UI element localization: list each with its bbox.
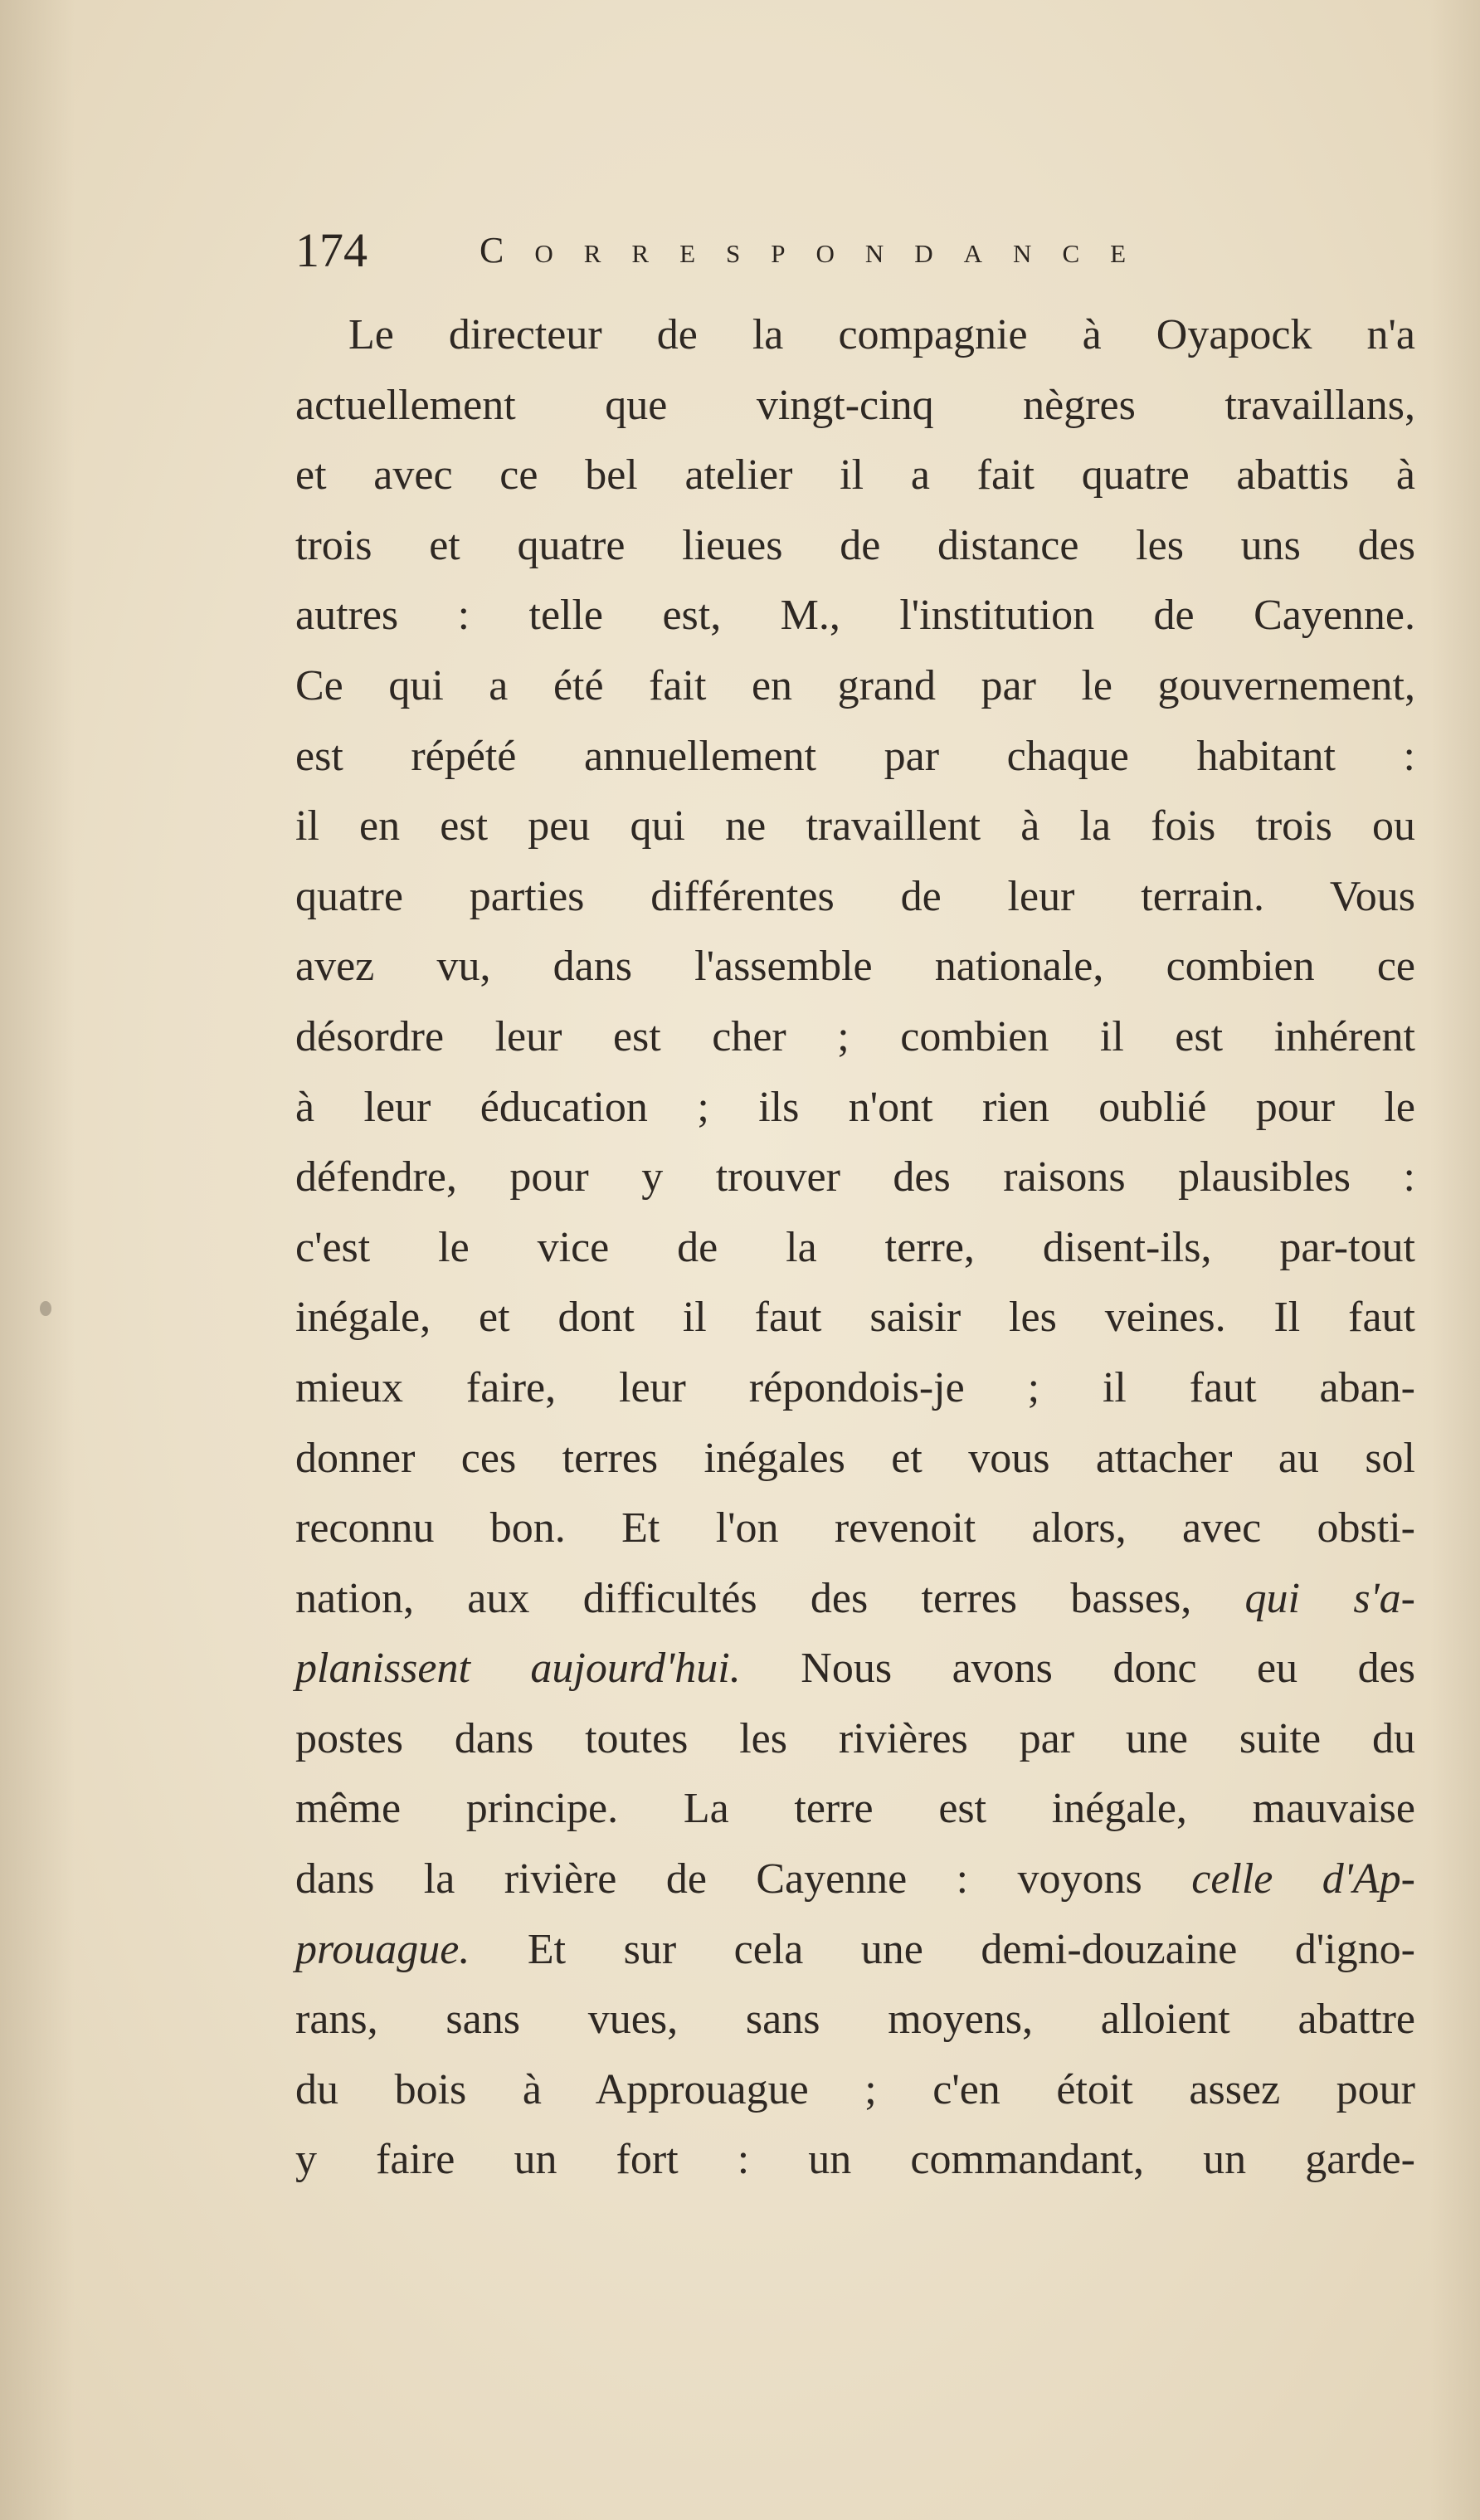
text-line: défendre, pour y trouver des raisons plausibles :	[295, 1153, 1415, 1202]
text-line: actuellement que vingt-cinq nègres travaillans,	[295, 381, 1415, 429]
text-line: à leur éducation ; ils n'ont rien oublié pour le	[295, 1083, 1415, 1131]
text-line: trois et quatre lieues de distance les uns des	[295, 521, 1415, 569]
roman-run: nation, aux difficultés des terres basses,	[295, 1574, 1245, 1622]
running-header	[295, 217, 1415, 284]
text-line: inégale, et dont il faut saisir les veines. Il faut	[295, 1294, 1415, 1342]
text-line-mixed	[295, 1845, 1415, 1915]
page-edge-shadow	[1430, 0, 1480, 2520]
text-line: mieux faire, leur répondois-je ; il faut aban-	[295, 1363, 1415, 1411]
spine-shadow	[0, 0, 75, 2520]
text-line: et avec ce bel atelier il a fait quatre abattis à	[295, 451, 1415, 500]
text-line: avez vu, dans l'assemble nationale, combien ce	[295, 943, 1415, 991]
text-line: même principe. La terre est inégale, mauvaise	[295, 1785, 1415, 1833]
text-line: postes dans toutes les rivières par une suite du	[295, 1714, 1415, 1762]
running-title: Correspondance	[480, 230, 1157, 271]
text-line: c'est le vice de la terre, disent-ils, par-tout	[295, 1223, 1415, 1271]
text-line: rans, sans vues, sans moyens, alloient abattre	[295, 1996, 1415, 2044]
text-line-mixed	[295, 1915, 1415, 1986]
text-line: est répété annuellement par chaque habitant :	[295, 732, 1415, 780]
text-line: y faire un fort : un commandant, un garde-	[295, 2136, 1415, 2184]
italic-run: celle d'Ap-	[1191, 1855, 1415, 1903]
text-line-mixed	[295, 1634, 1415, 1704]
text-line: Le directeur de la compagnie à Oyapock n'a	[348, 311, 1415, 358]
italic-run: prouague.	[295, 1925, 470, 1973]
text-line: donner ces terres inégales et vous attacher au sol	[295, 1434, 1415, 1482]
roman-run: Nous avons donc eu des	[740, 1645, 1415, 1693]
text-line: il en est peu qui ne travaillent à la fois trois ou	[295, 802, 1415, 851]
ink-smudge	[40, 1301, 51, 1316]
text-line: autres : telle est, M., l'institution de Cayenne.	[295, 592, 1415, 640]
body-text	[295, 300, 1415, 2196]
italic-run: qui s'a-	[1244, 1574, 1415, 1622]
roman-run: Et sur cela une demi-douzaine d'igno-	[470, 1925, 1415, 1973]
roman-run: dans la rivière de Cayenne : voyons	[295, 1855, 1192, 1903]
text-line: reconnu bon. Et l'on revenoit alors, avec obsti-	[295, 1504, 1415, 1552]
text-line-mixed	[295, 1564, 1415, 1635]
text-line: du bois à Approuague ; c'en étoit assez pour	[295, 2065, 1415, 2113]
text-line: quatre parties différentes de leur terrain. Vous	[295, 872, 1415, 920]
text-line: désordre leur est cher ; combien il est inhérent	[295, 1012, 1415, 1060]
page-number: 174	[295, 223, 368, 277]
text-line: Ce qui a été fait en grand par le gouvernement,	[295, 661, 1415, 709]
italic-run: planissent aujourd'hui.	[295, 1645, 741, 1693]
